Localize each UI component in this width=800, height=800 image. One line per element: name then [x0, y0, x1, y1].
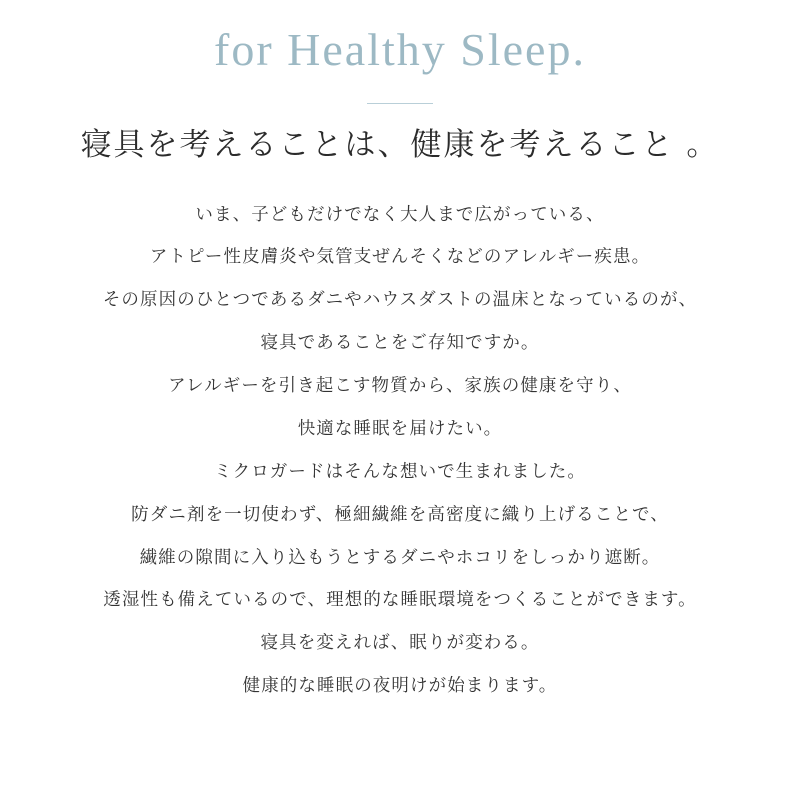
body-line: 繊維の隙間に入り込もうとするダニやホコリをしっかり遮断。	[139, 547, 661, 568]
body-copy	[20, 194, 780, 709]
body-line: 透湿性も備えているので、理想的な睡眠環境をつくることができます。	[103, 590, 697, 611]
body-line: ミクロガードはそんな想いで生まれました。	[214, 461, 586, 482]
body-line: 快適な睡眠を届けたい。	[297, 418, 503, 439]
body-line: その原因のひとつであるダニやハウスダストの温床となっているのが、	[102, 290, 698, 311]
body-line: 寝具を変えれば、眠りが変わる。	[260, 633, 540, 654]
divider-rule	[367, 103, 433, 104]
body-line: 防ダニ剤を一切使わず、極細繊維を高密度に織り上げることで、	[131, 504, 669, 525]
body-line: 健康的な睡眠の夜明けが始まります。	[242, 676, 558, 697]
body-line: アトピー性皮膚炎や気管支ぜんそくなどのアレルギー疾患。	[149, 247, 651, 268]
body-line: 寝具であることをご存知ですか。	[260, 333, 540, 354]
body-line: アレルギーを引き起こす物質から、家族の健康を守り、	[168, 376, 632, 397]
body-line: いま、子どもだけでなく大人まで広がっている、	[195, 204, 605, 225]
subtitle-japanese: 寝具を考えることは、健康を考えること 。	[80, 127, 720, 164]
page-title: for Healthy Sleep.	[214, 24, 586, 75]
